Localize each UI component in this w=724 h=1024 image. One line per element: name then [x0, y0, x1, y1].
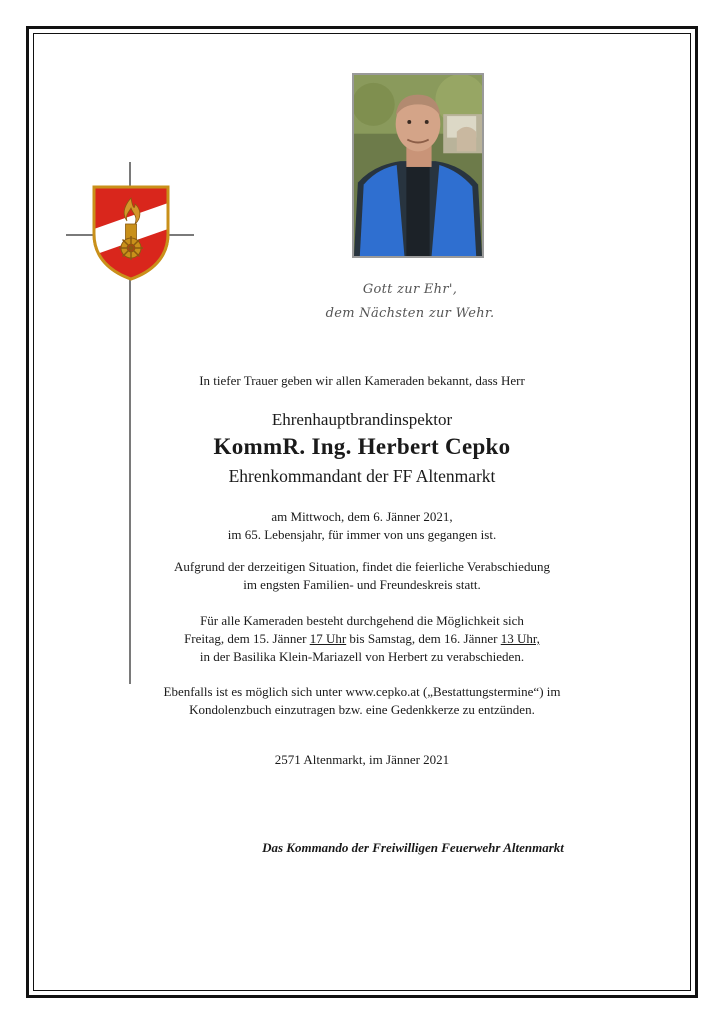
viewing-to-day: Samstag, dem 16. Jänner — [367, 631, 498, 646]
viewing-line-3: in der Basilika Klein-Mariazell von Herbert zu verabschieden. — [199, 649, 525, 664]
motto-line-1: Gott zur Ehr', — [362, 282, 458, 297]
condolence-line-1: Ebenfalls ist es möglich sich unter www.cepko.at („Bestattungstermine“) im — [163, 684, 561, 699]
viewing-to-time: 13 Uhr, — [500, 631, 540, 646]
condolence-line-2: Kondolenzbuch einzutragen bzw. eine Gedenkkerze zu entzünden. — [189, 702, 535, 717]
viewing-line-1: Für alle Kameraden besteht durchgehend die Möglichkeit sich — [200, 613, 524, 628]
deceased-name: KommR. Ing. Herbert Cepko — [213, 434, 511, 459]
viewing-from-time: 17 Uhr — [309, 631, 347, 646]
death-age-line: im 65. Lebensjahr, für immer von uns gegangen ist. — [227, 527, 497, 542]
viewing-bis: bis — [349, 631, 365, 646]
viewing-from-day: Freitag, dem 15. Jänner — [184, 631, 307, 646]
rank-title: Ehrenhauptbrandinspektor — [271, 410, 453, 429]
farewell-line-2: im engsten Familien- und Freundeskreis statt. — [243, 577, 481, 592]
signature: Das Kommando der Freiwilligen Feuerwehr Altenmarkt — [262, 840, 564, 855]
intro-text: In tiefer Trauer geben wir allen Kameraden bekannt, dass Herr — [199, 373, 525, 388]
farewell-line-1: Aufgrund der derzeitigen Situation, findet die feierliche Verabschiedung — [174, 559, 550, 574]
death-date-line: am Mittwoch, dem 6. Jänner 2021, — [271, 509, 453, 524]
fire-brigade-emblem-icon — [91, 184, 171, 282]
motto-line-2: dem Nächsten zur Wehr. — [325, 306, 495, 321]
portrait-photo-icon — [352, 73, 484, 258]
viewing-times — [0, 631, 724, 647]
place-date: 2571 Altenmarkt, im Jänner 2021 — [274, 752, 450, 767]
honorary-title: Ehrenkommandant der FF Altenmarkt — [228, 466, 496, 486]
